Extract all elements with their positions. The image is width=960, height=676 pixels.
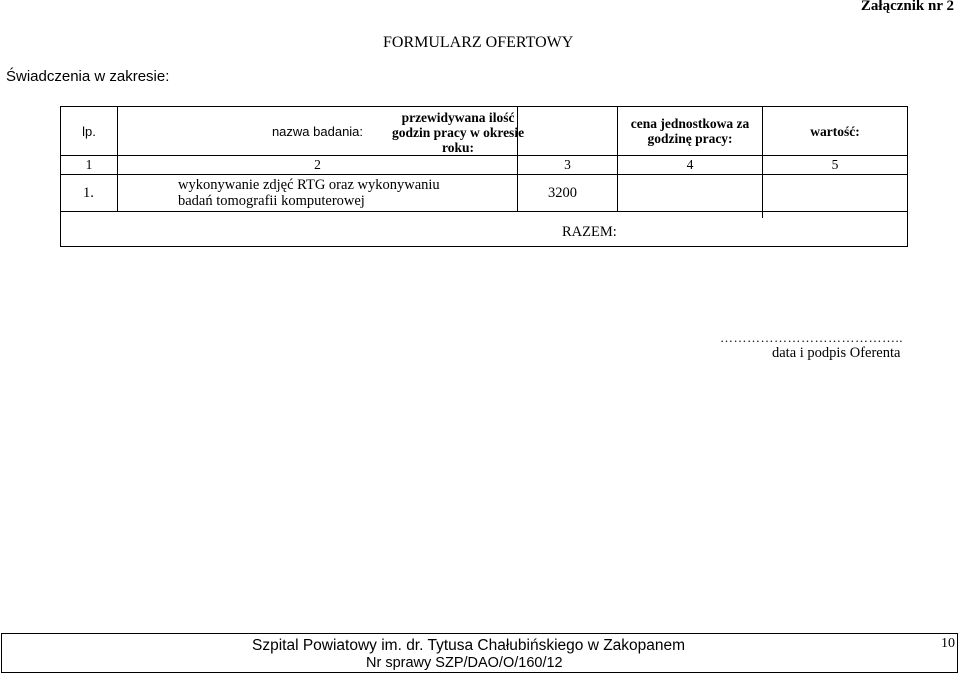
signature-dots: ………………………………….. xyxy=(720,330,903,345)
header-price xyxy=(618,107,763,156)
header-hours xyxy=(391,107,618,156)
header-price-line2: godzinę pracy: xyxy=(647,131,733,146)
total-row xyxy=(61,218,908,247)
page-number: 10 xyxy=(941,636,955,651)
signature-label: data i podpis Oferenta xyxy=(772,345,901,361)
col-number: 1 xyxy=(61,156,118,175)
page-footer xyxy=(1,633,958,673)
row-name-line2: badań tomografii komputerowej xyxy=(178,193,365,209)
header-hours-line3: roku: xyxy=(441,139,474,155)
col-number: 4 xyxy=(618,156,763,175)
header-hours-line2: godzin pracy w okresie xyxy=(391,124,525,140)
footer-case-number: Nr sprawy SZP/DAO/O/160/12 xyxy=(366,655,563,671)
row-hours-value: 3200 xyxy=(548,184,577,201)
row-price[interactable] xyxy=(618,175,763,212)
row-hours xyxy=(518,175,618,212)
offer-table xyxy=(60,106,908,247)
col-number: 3 xyxy=(518,156,618,175)
header-lp: lp. xyxy=(61,107,118,156)
row-lp: 1. xyxy=(61,175,118,212)
header-price-line1: cena jednostkowa za xyxy=(630,116,750,131)
form-title: FORMULARZ OFERTOWY xyxy=(383,34,574,51)
row-name xyxy=(118,175,518,212)
header-value: wartość: xyxy=(763,107,908,156)
row-name-line1: wykonywanie zdjęć RTG oraz wykonywaniu xyxy=(178,177,440,193)
column-number-row xyxy=(61,156,908,175)
scope-label: Świadczenia w zakresie: xyxy=(6,68,170,85)
header-name: nazwa badania: xyxy=(118,107,518,156)
header-hours-line1: przewidywana ilość xyxy=(401,109,515,125)
col-number: 2 xyxy=(118,156,518,175)
col-number: 5 xyxy=(763,156,908,175)
table-row xyxy=(61,175,908,212)
row-value[interactable] xyxy=(763,175,908,212)
table-header-row xyxy=(61,107,908,156)
footer-hospital-name: Szpital Powiatowy im. dr. Tytusa Chałubińskiego w Zakopanem xyxy=(252,637,686,654)
attachment-label: Załącznik nr 2 xyxy=(860,0,954,14)
total-cell xyxy=(61,218,908,247)
total-label: RAZEM: xyxy=(562,224,617,240)
